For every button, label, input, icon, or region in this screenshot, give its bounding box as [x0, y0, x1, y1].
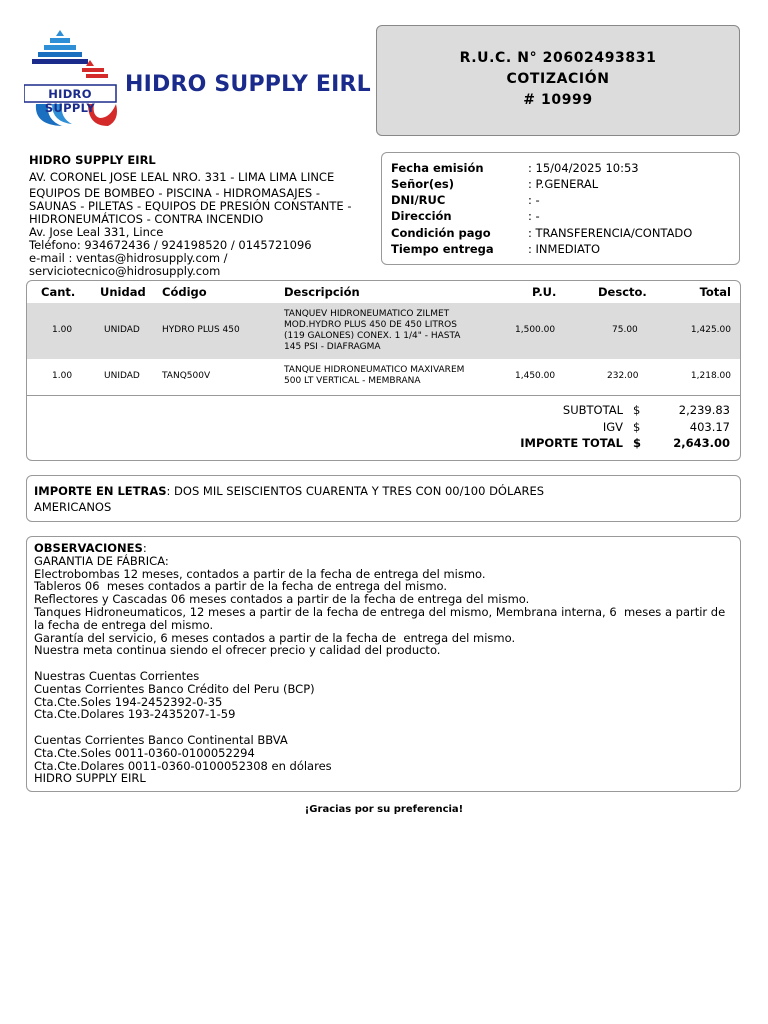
info-label-tiempo: Tiempo entrega	[391, 242, 494, 256]
amount-in-words-text-2: AMERICANOS	[34, 500, 112, 514]
hidro-supply-logo-icon	[24, 30, 124, 130]
info-value-tiempo: : INMEDIATO	[528, 242, 601, 256]
row-desc-line-2: MOD.HYDRO PLUS 450 DE 450 LITROS	[284, 320, 457, 330]
observation-line: Tableros 06 meses contados a partir de la fecha de entrega del mismo.	[34, 579, 448, 594]
info-label-condicion: Condición pago	[391, 226, 491, 240]
info-value-dni: : -	[528, 193, 540, 207]
header-codigo: Código	[162, 285, 207, 299]
observation-line: Nuestra meta continua siendo el ofrecer precio y calidad del producto.	[34, 643, 441, 658]
observations-box	[26, 536, 741, 792]
total-value: 2,643.00	[673, 436, 730, 450]
subtotal-label: SUBTOTAL	[562, 403, 623, 417]
company-address: AV. CORONEL JOSE LEAL NRO. 331 - LIMA LIMA LINCE	[29, 170, 335, 184]
quote-info-box	[381, 152, 740, 265]
document-number: # 10999	[523, 92, 593, 108]
info-value-condicion: : TRANSFERENCIA/CONTADO	[528, 226, 693, 240]
observations-colon: :	[142, 541, 147, 555]
subtotal-currency: $	[633, 403, 641, 417]
total-currency: $	[633, 436, 642, 450]
row-codigo: HYDRO PLUS 450	[162, 325, 240, 335]
subtotal-value: 2,239.83	[678, 403, 730, 417]
row-total: 1,218.00	[690, 371, 731, 381]
observation-line: la fecha de entrega del mismo.	[34, 617, 214, 632]
info-value-direccion: : -	[528, 209, 540, 223]
total-label: IMPORTE TOTAL	[520, 436, 623, 450]
ruc-number: R.U.C. N° 20602493831	[459, 50, 657, 66]
observation-line: Cta.Cte.Soles 0011-0360-0100052294	[34, 745, 255, 760]
observation-line: Garantía del servicio, 6 meses contados a partir de la fecha de entrega del mismo.	[34, 630, 516, 645]
igv-currency: $	[633, 420, 641, 434]
document-type: COTIZACIÓN	[506, 71, 610, 87]
row-descto: 75.00	[612, 325, 638, 335]
header-total: Total	[699, 285, 731, 299]
observation-line: Cuentas Corrientes Banco Crédito del Peru (BCP)	[34, 681, 315, 696]
row-unidad: UNIDAD	[104, 371, 140, 381]
info-label-senor: Señor(es)	[391, 177, 454, 191]
amount-in-words-label: IMPORTE EN LETRAS	[34, 484, 167, 498]
company-address-2: Av. Jose Leal 331, Lince	[29, 225, 164, 239]
observation-line: Cta.Cte.Dolares 193-2435207-1-59	[34, 707, 236, 722]
info-label-fecha: Fecha emisión	[391, 161, 484, 175]
row-desc-line-2: 500 LT VERTICAL - MEMBRANA	[284, 376, 421, 386]
observation-line: GARANTIA DE FÁBRICA:	[34, 553, 169, 568]
observation-line: Reflectores y Cascadas 06 meses contados a partir de la fecha de entrega del mismo.	[34, 592, 530, 607]
items-table	[26, 280, 741, 461]
igv-value: 403.17	[689, 420, 730, 434]
observation-line: Cta.Cte.Dolares 0011-0360-0100052308 en dólares	[34, 758, 332, 773]
observation-line: Electrobombas 12 meses, contados a partir de la fecha de entrega del mismo.	[34, 566, 486, 581]
info-value-fecha: : 15/04/2025 10:53	[528, 161, 639, 175]
observation-line: Cuentas Corrientes Banco Continental BBVA	[34, 732, 288, 747]
row-unidad: UNIDAD	[104, 325, 140, 335]
row-desc-line-3: (119 GALONES) CONEX. 1 1/4" - HASTA	[284, 331, 461, 341]
row-codigo: TANQ500V	[162, 371, 211, 381]
table-header	[27, 281, 740, 303]
row-pu: 1,450.00	[515, 371, 556, 381]
header-descripcion: Descripción	[284, 285, 360, 299]
row-pu: 1,500.00	[515, 325, 556, 335]
observation-line: Nuestras Cuentas Corrientes	[34, 668, 200, 683]
company-email-1: e-mail : ventas@hidrosupply.com /	[29, 251, 228, 265]
table-row	[27, 359, 740, 395]
row-desc-line-1: TANQUEV HIDRONEUMATICO ZILMET	[284, 309, 450, 319]
observation-line: Tanques Hidroneumaticos, 12 meses a partir de la fecha de entrega del mismo, Membrana interna, 6 meses a partir de	[34, 604, 726, 619]
company-services-3: HIDRONEUMÁTICOS - CONTRA INCENDIO	[29, 212, 264, 226]
observation-line: Cta.Cte.Soles 194-2452392-0-35	[34, 694, 223, 709]
row-desc-line-1: TANQUE HIDRONEUMATICO MAXIVAREM	[284, 365, 465, 375]
table-row	[27, 303, 740, 359]
info-label-direccion: Dirección	[391, 209, 452, 223]
company-name: HIDRO SUPPLY EIRL	[29, 153, 156, 167]
logo-text: HIDRO SUPPLY	[44, 87, 96, 115]
amount-in-words-text-1: : DOS MIL SEISCIENTOS CUARENTA Y TRES CON 00/100 DÓLARES	[166, 484, 545, 498]
observations-label: OBSERVACIONES	[34, 541, 143, 555]
totals-divider	[27, 395, 740, 396]
header-cant: Cant.	[41, 285, 76, 299]
company-phone: Teléfono: 934672436 / 924198520 / 0145721096	[29, 238, 312, 252]
row-descto: 232.00	[607, 371, 639, 381]
header-unidad: Unidad	[100, 285, 146, 299]
brand-name: HIDRO SUPPLY EIRL	[125, 72, 371, 97]
igv-label: IGV	[602, 420, 623, 434]
company-services-1: EQUIPOS DE BOMBEO - PISCINA - HIDROMASAJES -	[29, 186, 321, 200]
company-services-2: SAUNAS - PILETAS - EQUIPOS DE PRESIÓN CONSTANTE -	[29, 199, 352, 213]
row-cant: 1.00	[52, 371, 73, 381]
row-desc-line-4: 145 PSI - DIAFRAGMA	[284, 342, 381, 352]
header-pu: P.U.	[532, 285, 557, 299]
row-cant: 1.00	[52, 325, 73, 335]
header-descto: Descto.	[598, 285, 647, 299]
company-email-2: serviciotecnico@hidrosupply.com	[29, 264, 221, 278]
amount-in-words	[26, 475, 741, 522]
info-label-dni: DNI/RUC	[391, 193, 446, 207]
observation-line: HIDRO SUPPLY EIRL	[34, 771, 146, 786]
ruc-box	[376, 25, 740, 136]
row-total: 1,425.00	[690, 325, 731, 335]
info-value-senor: : P.GENERAL	[528, 177, 599, 191]
thanks-message: ¡Gracias por su preferencia!	[304, 804, 464, 815]
